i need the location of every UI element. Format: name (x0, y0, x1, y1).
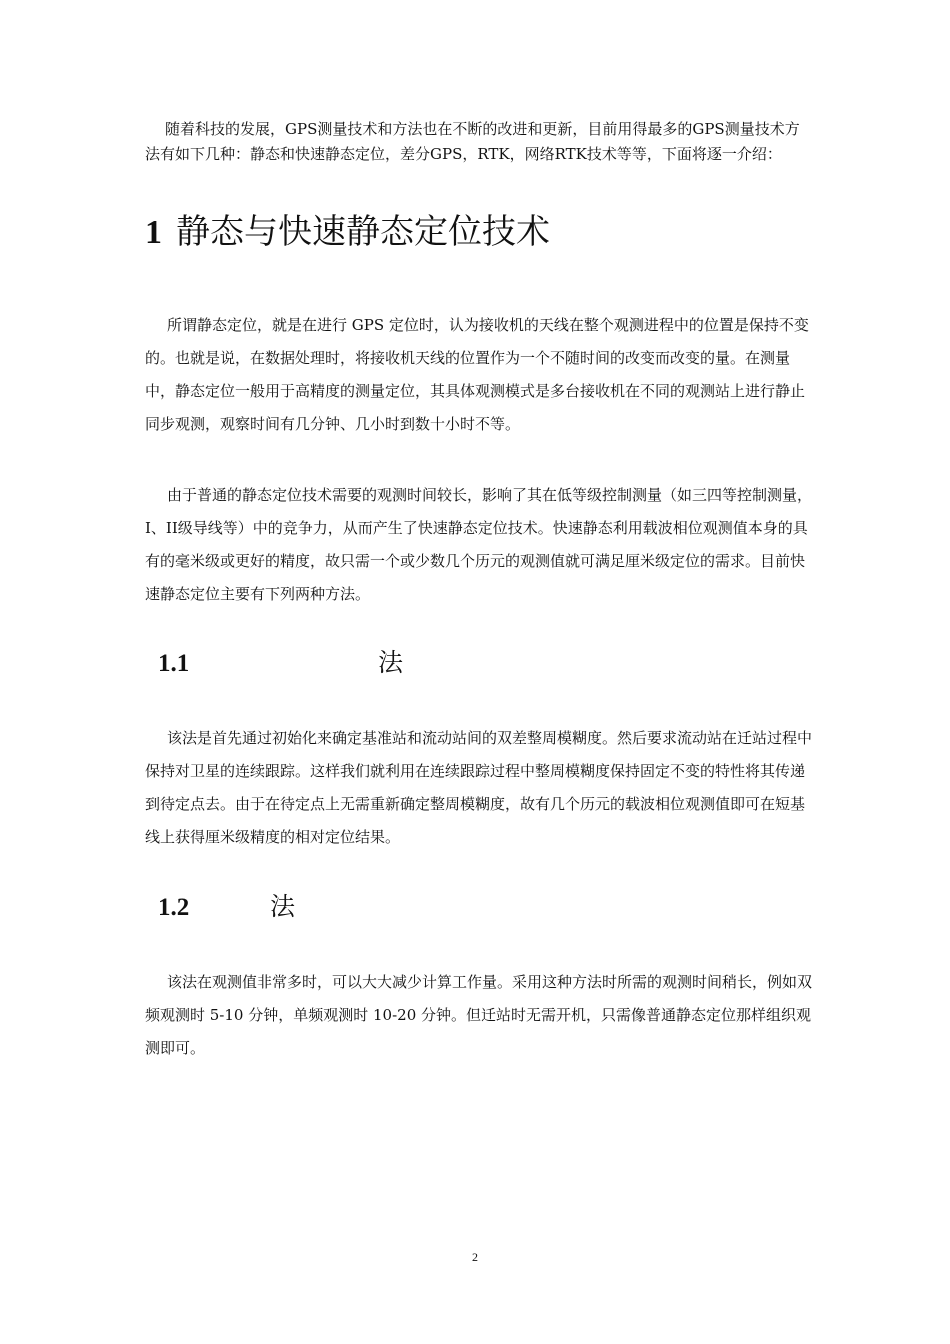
section-1-2-heading (158, 889, 295, 926)
section-1-1-paragraph: 该法是首先通过初始化来确定基准站和流动站间的双差整周模糊度。然后要求流动站在迁站过程中保持对卫星的连续跟踪。这样我们就利用在连续跟踪过程中整周模糊度保持固定不变的特性将其传递到待定点去。由于在待定点上无需重新确定整周模糊度，故有几个历元的载波相位观测值即可在短基线上获得厘米级精度的相对定位结果。 (145, 729, 813, 846)
section-1-paragraph-1: 所谓静态定位，就是在进行 GPS 定位时，认为接收机的天线在整个观测进程中的位置是保持不变的。也就是说，在数据处理时，将接收机天线的位置作为一个不随时间的改变而改变的量。在测量中，静态定位一般用于高精度的测量定位，其具体观测模式是多台接收机在不同的观测站上进行静止同步观测，观察时间有几分钟、几小时到数十小时不等。 (145, 316, 809, 433)
section-1-heading (145, 208, 550, 257)
section-1-2-number: 1.2 (158, 894, 190, 921)
section-1-number: 1 (145, 214, 162, 251)
section-1-1-heading (158, 645, 403, 682)
section-1-1-title: 法 (378, 648, 404, 677)
section-1-2-paragraph: 该法在观测值非常多时，可以大大减少计算工作量。采用这种方法时所需的观测时间稍长，例如双频观测时 5-10 分钟，单频观测时 10-20 分钟。但迁站时无需开机，只需像普通静态定位那样组织观测即可。 (145, 973, 813, 1057)
section-1-1-number: 1.1 (158, 650, 190, 677)
section-1-paragraph-2: 由于普通的静态定位技术需要的观测时间较长，影响了其在低等级控制测量（如三四等控制测量，I、II级导线等）中的竞争力，从而产生了快速静态定位技术。快速静态利用载波相位观测值本身的具有的毫米级或更好的精度，故只需一个或少数几个历元的观测值就可满足厘米级定位的需求。目前快速静态定位主要有下列两种方法。 (145, 486, 813, 603)
page-number: 2 (472, 1250, 478, 1264)
section-1-2-title: 法 (270, 892, 296, 921)
intro-paragraph: 随着科技的发展，GPS测量技术和方法也在不断的改进和更新，目前用得最多的GPS测量技术方法有如下几种：静态和快速静态定位，差分GPS，RTK，网络RTK技术等等，下面将逐一介绍： (145, 120, 800, 163)
section-1-title: 静态与快速静态定位技术 (176, 212, 550, 252)
